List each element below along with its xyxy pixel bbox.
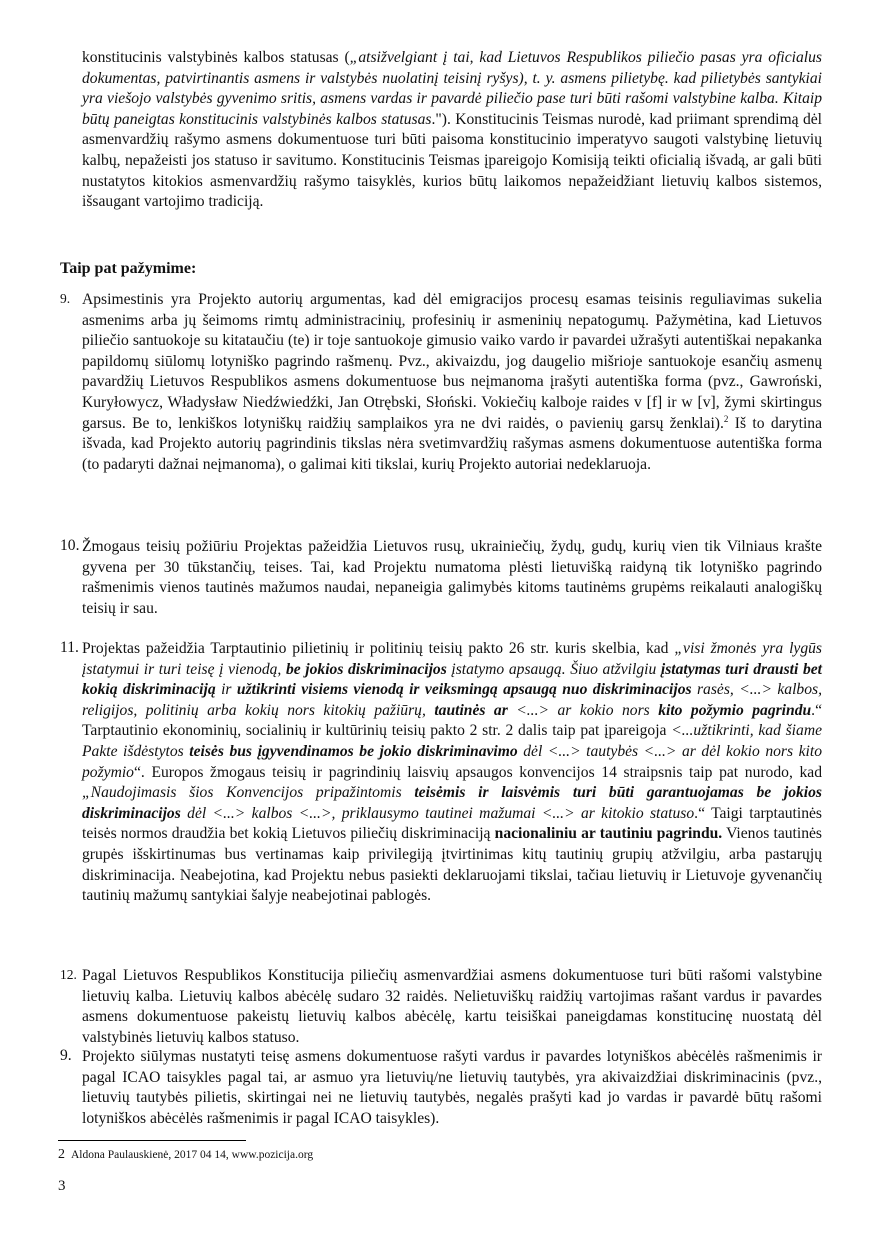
emphasis-text: nacionaliniu ar tautiniu pagrindu. [494, 825, 723, 843]
quote-text: <...> ar kokio nors [507, 701, 659, 719]
emphasis-text: kito požymio pagrindu [658, 701, 812, 719]
item-text: Vienos tautinės grupės išskirtinumas bus vertinamas kaip privilegiją įtvirtinimas kitų tautinių grupių atžvilgiu, arba pastarųjų diskriminacija. Neabejotina, kad Projektu nebus pasiekti deklaruojami tikslai, tačiau lietuvių ir Lietuvoje gyvenančių tautinių mažumų santykiai šalyje neabejotinai pablogės. [82, 825, 822, 905]
item-number: 11. [60, 639, 79, 656]
lead-paragraph [82, 48, 822, 213]
footnote-divider [58, 1140, 246, 1141]
footnote-number: 2 [58, 1147, 65, 1162]
item-body [82, 290, 822, 475]
section-heading: Taip pat pažymime: [60, 260, 197, 277]
footnote [58, 1147, 313, 1163]
list-item-9 [60, 290, 822, 475]
item-body [82, 639, 822, 907]
quote-text: <...užtikrinti, kad šiame Pakte išdėstytos [82, 722, 822, 760]
item-text: Apsimestinis yra Projekto autorių argumentas, kad dėl emigracijos procesų esamas teisinis reguliavimas sukelia asmenims arba jų šeimoms rimtų administracinių, profesinių ir asmeninių nepatogumų. Pažymėtina, kad Lietuvos piliečio santuokoje su kitataučiu (te) ir toje santuokoje gimusio vaiko vardo ir pavardei užrašyti autentiškai nepakanka papildomų siūlomų lotyniško pagrindo rašmenų. Pvz., akivaizdu, jog daugelio mišrioje santuokoje esančių asmenų pavardžių Lietuvos Respublikos asmens dokumentuose bus neįmanoma įrašyti autentiška forma (pvz., Gawroński, Kuryłowycz, Władysław Niedźwiedźki, Jan Otrębski, Słoński. Vokiečių kalboje raides v [f] ir w [v], žymi skirtingus garsus. Be to, lenkiškos lotyniškų raidžių samplaikos yra ne dvi raidės, o pavienių garsų ženklai). [82, 291, 822, 432]
quote-text: įstatymo apsaugą. Šiuo atžvilgiu [446, 660, 661, 678]
emphasis-text: užtikrinti visiems vienodą ir veiksmingą apsaugą nuo diskriminacijos [236, 681, 692, 699]
emphasis-text: teisės bus įgyvendinamos be jokio diskriminavimo [189, 742, 518, 760]
item-number: 9. [60, 1047, 72, 1064]
emphasis-text: tautinės ar [434, 701, 508, 719]
quote-text: „visi žmonės yra lygūs įstatymui ir turi teisę į vienodą, [82, 640, 822, 678]
emphasis-text: be jokios diskriminacijos [285, 660, 447, 678]
quote-text: ir [215, 681, 237, 699]
quote-text: dėl <...> tautybės <...> ar dėl kokio nors kito požymio [82, 742, 823, 781]
emphasis-text: įstatymas turi drausti bet kokią diskriminaciją [82, 660, 822, 699]
item-text: “. Europos žmogaus teisių ir pagrindinių laisvių apsaugos konvencijos 14 straipsnis taip pat nurodo, kad [133, 763, 822, 781]
item-number: 12. [60, 967, 77, 982]
quote-text: rasės, <...> kalbos, religijos, politinių arba kokių nors kitokių pažiūrų, [82, 681, 822, 719]
list-item-10 [60, 537, 822, 619]
item-number: 9. [60, 291, 71, 306]
item-body: Projekto siūlymas nustatyti teisę asmens dokumentuose rašyti vardus ir pavardes lotyniškos abėcėlės rašmenimis ir pagal ICAO taisykles pagal tai, ar asmuo yra lietuvių/ne lietuvių tautybės, yra akivaizdžiai diskriminacinis (pvz., lietuvių tautybės pilietis, skirtingai nei ne lietuvių tautybės, negalės prašyti kad jo vardas ir pavardė būtų rašomi lotyniškos abėcėlės rašmenimis ir pagal ICAO taisykles). [82, 1048, 822, 1127]
page-number: 3 [58, 1178, 66, 1194]
footnote-reference[interactable]: 2 [723, 413, 729, 424]
item-body: Žmogaus teisių požiūriu Projektas pažeidžia Lietuvos rusų, ukrainiečių, žydų, gudų, kurių vien tik Vilniaus krašte gyvena per 30 tūkstančių, teises. Tai, kad Projektu numatoma plėsti lietuvišką raidyną tik lotyniško pagrindo rašmenimis vienos tautinės mažumos naudai, nepaneigia galimybės kitoms tautinėms grupėms reikalauti analogiškų teisių ir sau. [82, 538, 822, 617]
lead-text-end: ."). Konstitucinis Teismas nurodė, kad priimant sprendimą dėl asmenvardžių rašymo asmens dokumentuose turi būti paisoma konstitucinio imperatyvo saugoti valstybinę lietuvių kalbų, nepažeisti jos statuso ir savitumo. Konstitucinis Teismas įpareigojo Komisiją teikti oficialią išvadą, ar gali būti nustatytos kitokios asmenvardžių rašymo taisyklės, kurios būtų laikomos nepažeidžiant lietuvių kalbos sistemos, išsaugant vartojimo tradiciją. [82, 110, 822, 211]
item-number: 10. [60, 537, 80, 554]
item-text: .“ Tarptautinio ekonominių, socialinių ir kultūrinių teisių pakto 2 str. 2 dalis taip pat įpareigoja [82, 701, 822, 740]
item-text: Iš to darytina išvada, kad Projekto autorių pagrindinis tikslas nėra svetimvardžių rašymas asmens dokumentuose autentiška forma (to padaryti dažnai neįmanoma), o galimai kiti tikslai, kurių Projekto autoriai nedeklaruoja. [82, 414, 822, 473]
list-item-11 [60, 639, 822, 907]
lead-text-start: konstitucinis valstybinės kalbos statusas ( [82, 49, 350, 66]
lead-quote: „atsižvelgiant į tai, kad Lietuvos Respublikos piliečio pasas yra oficialus dokumentas, patvirtinantis asmens ir valstybės nuolatinį teisinį ryšys), t. y. asmens pilietybę. kad pilietybės santykiai yra viešojo valstybės gyvenimo sritis, asmens vardas ir pavardė piliečio pase turi būti rašomi valstybine kalba. Kitaip būtų paneigtas konstitucinis valstybinės kalbos statusas [82, 49, 822, 128]
quote-text: dėl <...> kalbos <...>, priklausymo tautinei mažumai <...> ar kitokio statuso [180, 804, 695, 822]
item-text: Projektas pažeidžia Tarptautinio pilietinių ir politinių teisių pakto 26 str. kuris skelbia, kad [82, 640, 675, 657]
item-body: Pagal Lietuvos Respublikos Konstitucija piliečių asmenvardžiai asmens dokumentuose turi būti rašomi valstybine lietuvių kalba. Lietuvių kalbos abėcėlę sudaro 32 raidės. Nelietuviškų raidžių vartojimas rašant vardus ir pavardes asmens dokumentuose pakeistų lietuvių kalbos abėcėlę, kartu teisiškai paneigdamas konstitucinę nuostatą dėl valstybinės lietuvių kalbos statuso. [82, 967, 822, 1046]
list-item-12 [60, 966, 822, 1048]
item-text: .“ Taigi tarptautinės teisės normos draudžia bet kokią Lietuvos piliečių diskriminaciją [82, 804, 822, 843]
quote-text: „Naudojimasis šios Konvencijos pripažintomis [82, 784, 415, 802]
list-item-9b [60, 1047, 822, 1129]
emphasis-text: teisėmis ir laisvėmis turi būti garantuojamas be jokios diskriminacijos [82, 784, 823, 822]
footnote-text: Aldona Paulauskienė, 2017 04 14, www.pozicija.org [71, 1149, 314, 1161]
